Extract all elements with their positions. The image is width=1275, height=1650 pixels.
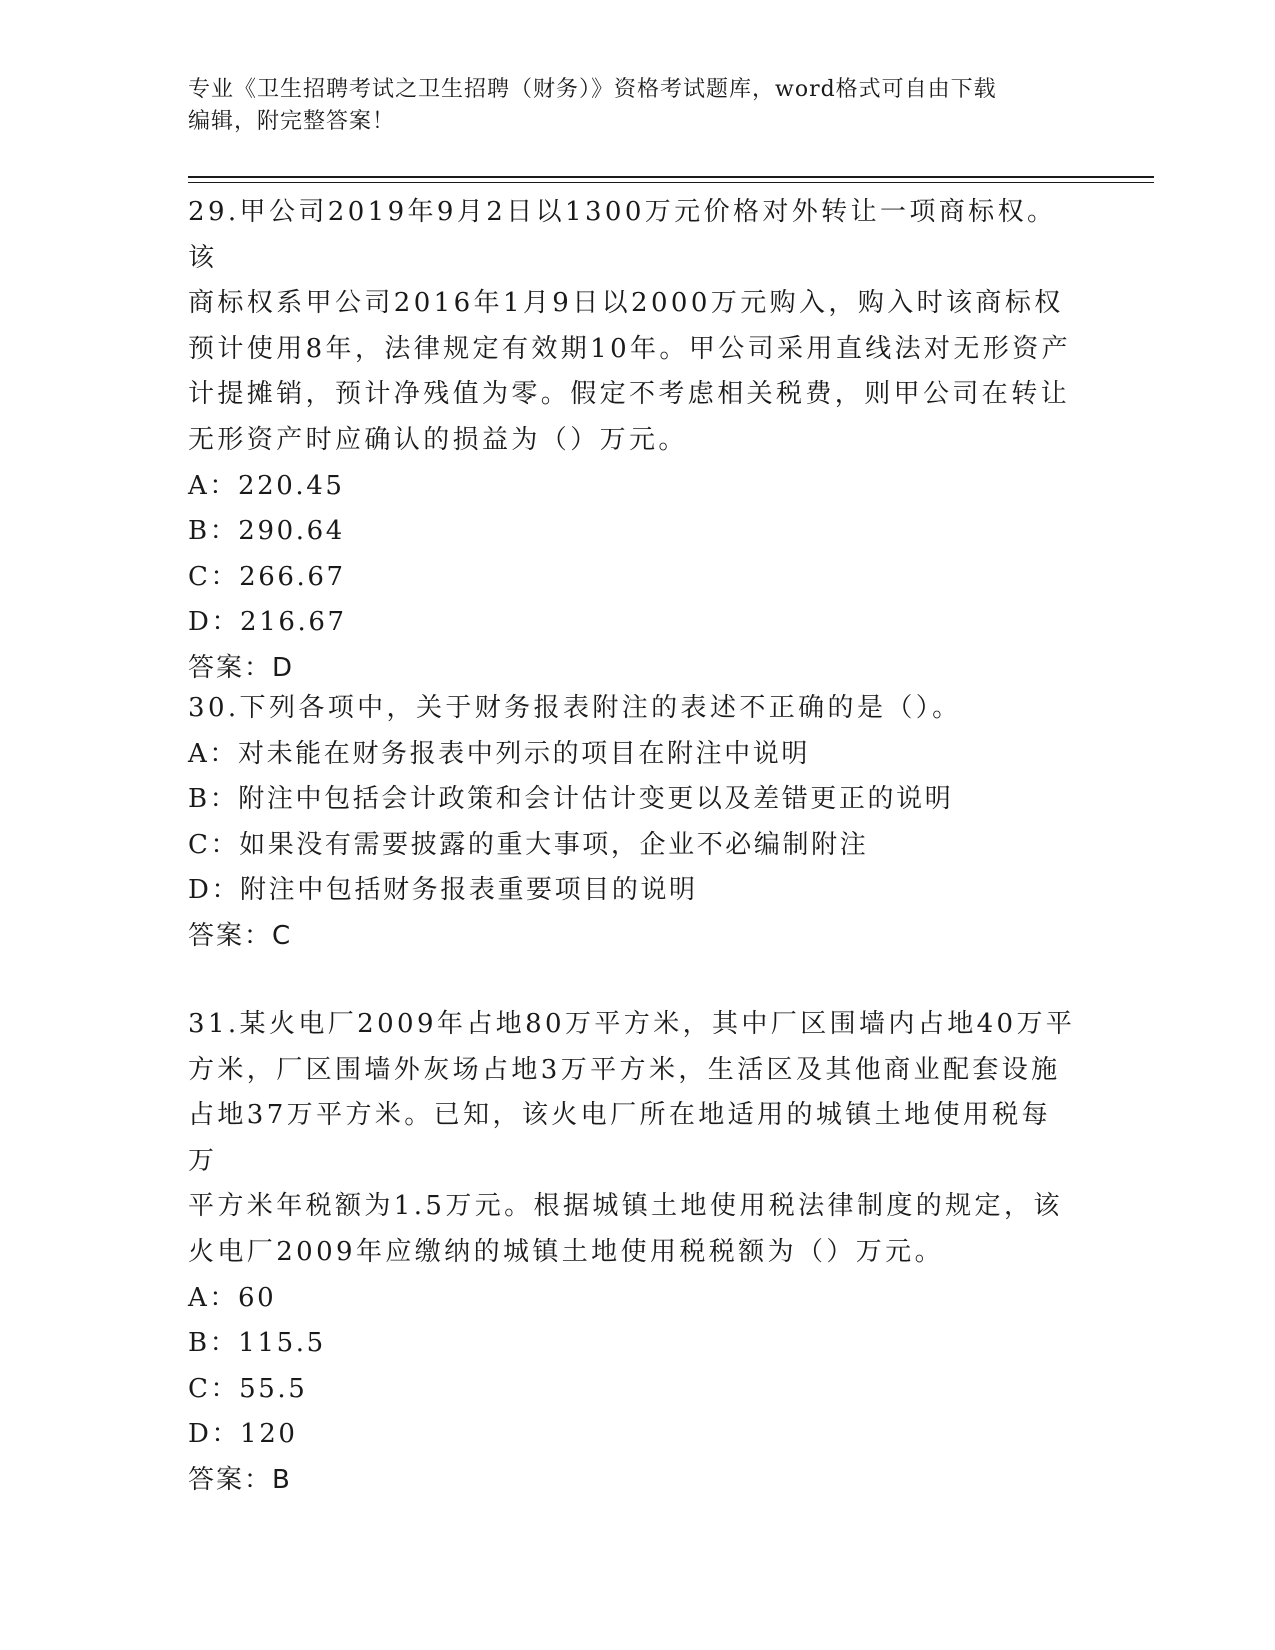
question-stem-line: 31.某火电厂2009年占地80万平方米，其中厂区围墙内占地40万平 [188,1009,1076,1039]
document-header [188,74,1068,138]
question-31 [188,1002,1078,1504]
header-divider-thick [188,176,1154,178]
question-stem-line: 预计使用8年，法律规定有效期10年。甲公司采用直线法对无形资产 [188,333,1072,364]
question-stem-line: 计提摊销，预计净残值为零。假定不考虑相关税费，则甲公司在转让 [188,379,1071,410]
option-b: B：附注中包括会计政策和会计估计变更以及差错更正的说明 [188,784,954,815]
question-stem-line: 占地37万平方米。已知，该火电厂所在地适用的城镇土地使用税每万 [188,1100,1052,1176]
option-a: A：220.45 [188,470,345,501]
question-stem-line: 30.下列各项中，关于财务报表附注的表述不正确的是（）。 [188,693,962,723]
question-stem-line: 无形资产时应确认的损益为（）万元。 [188,424,688,455]
header-line-2: 编辑，附完整答案！ [188,109,396,134]
header-line-1: 专业《卫生招聘考试之卫生招聘（财务）》资格考试题库，word格式可自由下载 [188,77,997,102]
option-d: D：120 [188,1419,298,1450]
option-b: B：290.64 [188,516,345,547]
question-stem-line: 平方米年税额为1.5万元。根据城镇土地使用税法律制度的规定，该 [188,1191,1063,1222]
question-stem-line: 商标权系甲公司2016年1月9日以2000万元购入，购入时该商标权 [188,288,1064,319]
answer-label: 答案：B [188,1464,292,1495]
option-a: A：60 [188,1282,277,1313]
question-29 [188,190,1078,692]
option-b: B：115.5 [188,1328,326,1359]
option-c: C：266.67 [188,561,346,592]
question-stem-line: 方米，厂区围墙外灰场占地3万平方米，生活区及其他商业配套设施 [188,1054,1061,1085]
option-c: C：如果没有需要披露的重大事项，企业不必编制附注 [188,829,869,860]
option-d: D：216.67 [188,607,347,638]
option-c: C：55.5 [188,1373,308,1404]
question-stem-line: 火电厂2009年应缴纳的城镇土地使用税税额为（）万元。 [188,1236,944,1267]
question-30 [188,686,1078,960]
option-d: D：附注中包括财务报表重要项目的说明 [188,875,698,906]
answer-label: 答案：D [188,652,295,683]
question-stem-line: 29.甲公司2019年9月2日以1300万元价格对外转让一项商标权。该 [188,197,1057,273]
option-a: A：对未能在财务报表中列示的项目在附注中说明 [188,738,810,769]
header-divider-thin [188,182,1154,183]
answer-label: 答案：C [188,920,293,951]
